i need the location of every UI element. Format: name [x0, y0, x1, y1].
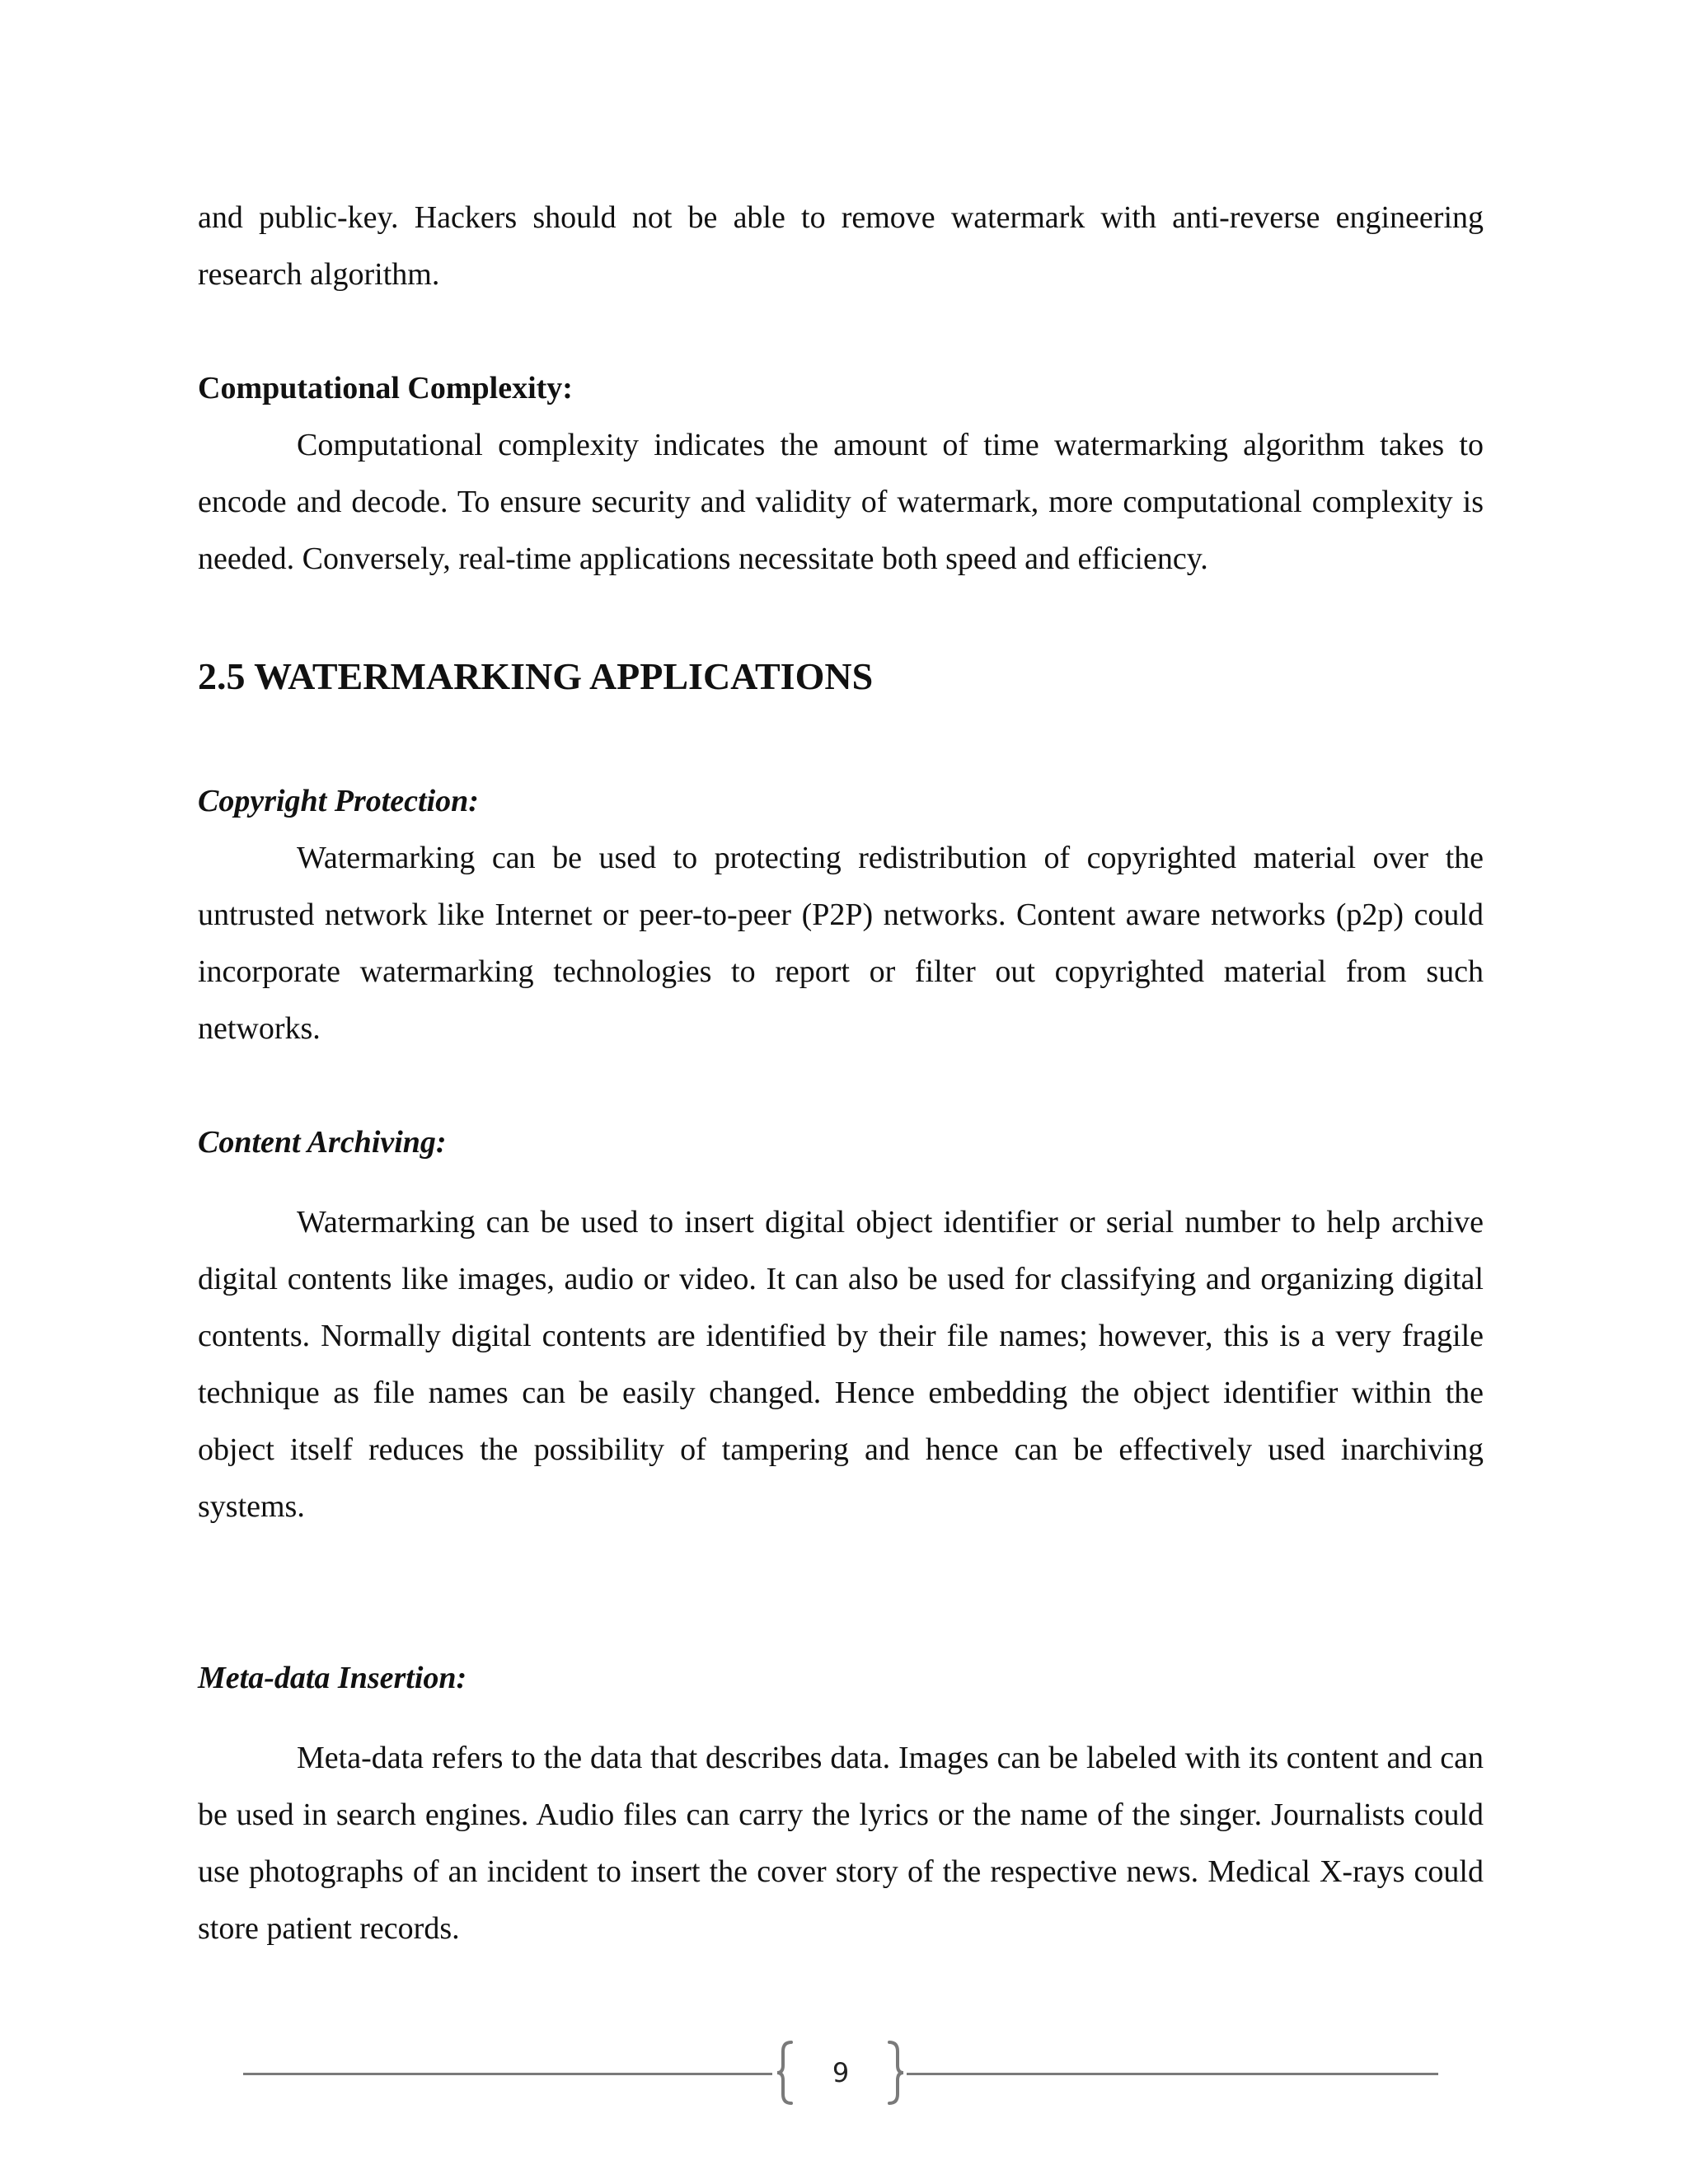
copyright-protection-paragraph: Watermarking can be used to protecting redistribution of copyrighted material over the untrusted network like Internet or peer-to-peer (P2P) networks. Content aware networks (p2p) could incorporate watermarking technologies to report or filter out copyrighted material from such networks. — [198, 841, 1484, 1046]
content-archiving-paragraph: Watermarking can be used to insert digital object identifier or serial number to help archive digital contents like images, audio or video. It can also be used for classifying and organizing digital contents. Normally digital contents are identified by their file names; however, this is a very fragile technique as file names can be easily changed. Hence embedding the object identifier within the object itself reduces the possibility of tampering and hence can be effectively used inarchiving systems. — [198, 1205, 1484, 1524]
copyright-protection-heading: Copyright Protection: — [198, 784, 479, 818]
left-brace-icon — [775, 2040, 795, 2106]
content-archiving-heading: Content Archiving: — [198, 1125, 447, 1160]
right-brace-icon — [886, 2040, 906, 2106]
metadata-insertion-heading: Meta-data Insertion: — [198, 1661, 467, 1695]
intro-paragraph: and public-key. Hackers should not be able to remove watermark with anti-reverse engineering research algorithm. — [198, 200, 1484, 292]
metadata-insertion-paragraph: Meta-data refers to the data that describes data. Images can be labeled with its content and can be used in search engines. Audio files can carry the lyrics or the name of the singer. Journalists could use photographs of an incident to insert the cover story of the respective news. Medical X-rays could store patient records. — [198, 1741, 1484, 1946]
page-footer — [243, 2040, 1438, 2106]
page-number: 9 — [832, 2057, 850, 2088]
footer-rule-left — [243, 2073, 772, 2075]
page-content — [198, 190, 1484, 1957]
computational-complexity-paragraph: Computational complexity indicates the amount of time watermarking algorithm takes to encode and decode. To ensure security and validity of watermark, more computational complexity is needed. Conversely, real-time applications necessitate both speed and efficiency. — [198, 428, 1484, 576]
footer-rule-right — [907, 2073, 1438, 2075]
section-title: 2.5 WATERMARKING APPLICATIONS — [198, 655, 874, 697]
computational-complexity-heading: Computational Complexity: — [198, 371, 573, 405]
